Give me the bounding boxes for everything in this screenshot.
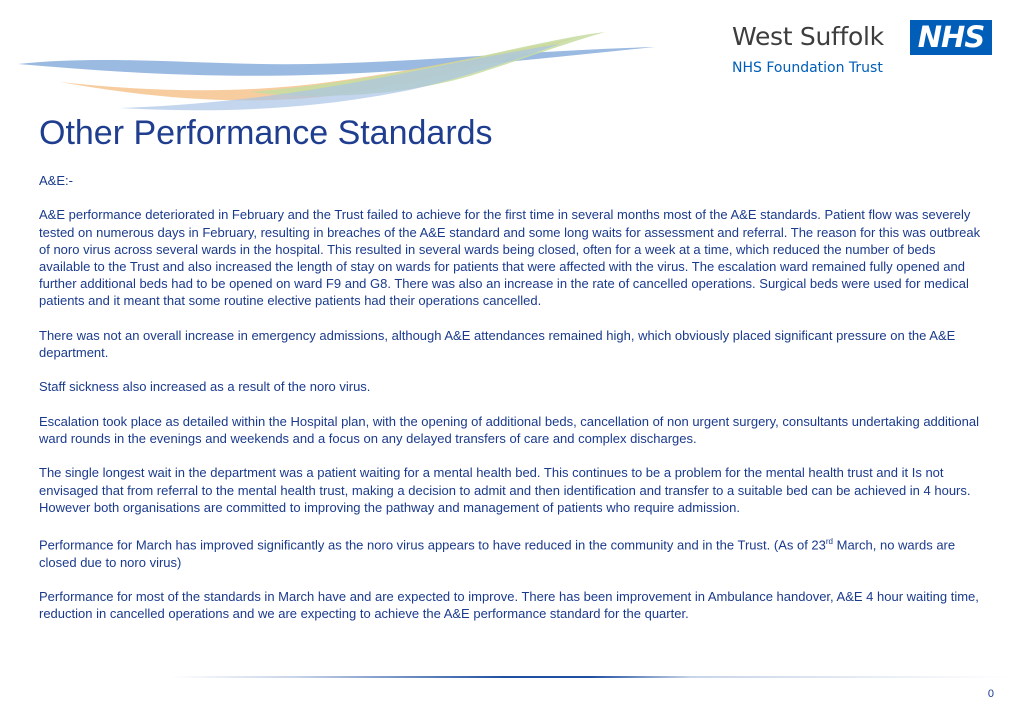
march-text-before: Performance for March has improved significantly as the noro virus appears to have reduced in the community and in the Trust. (As of 23 <box>39 537 826 553</box>
paragraph-closing: Performance for most of the standards in March have and are expected to improve. There has been improvement in Ambulance handover, A&E 4 hour waiting time, reduction in cancelled operations and we are expecting to achieve the A&E performance standard for the quarter. <box>39 589 979 622</box>
footer-divider <box>170 676 1010 678</box>
page-number: 0 <box>987 688 994 700</box>
logo-organisation-name: West Suffolk <box>732 22 884 51</box>
paragraph-escalation: Escalation took place as detailed within the Hospital plan, with the opening of additional beds, cancellation of non urgent surgery, consultants undertaking additional ward rounds in the evenings and weekends and a focus on any delayed transfers of care and complex discharges. <box>39 413 979 446</box>
paragraph-ae-performance: A&E performance deteriorated in February and the Trust failed to achieve for the first time in several months most of the A&E standards. Patient flow was severely tested on numerous days in February, resulting in breaches of the A&E standard and some long waits for assessment and referral. The reason for this was outbreak of noro virus across several wards in the hospital. This resulted in several wards being closed, often for a week at a time, which reduced the number of beds available to the Trust and also increased the length of stay on wards for patients that were affected with the virus. The escalation ward remained fully opened and further additional beds had to be opened on ward F9 and G8. There was also an increase in the rate of cancelled operations. Surgical beds were used for medical patients and it meant that some routine elective patients had their operations cancelled. <box>39 207 981 309</box>
march-superscript: rd <box>825 537 834 547</box>
paragraph-march-performance <box>39 533 984 571</box>
section-label: A&E:- <box>39 173 73 188</box>
swoosh-blue-ribbon <box>18 47 655 76</box>
paragraph-staff-sickness: Staff sickness also increased as a result of the noro virus. <box>39 379 371 395</box>
logo-trust-subtitle: NHS Foundation Trust <box>732 60 883 76</box>
nhs-logo-mark: NHS <box>910 20 992 55</box>
slide-title: Other Performance Standards <box>39 114 493 152</box>
slide-body <box>39 172 984 640</box>
decorative-swoosh-graphic <box>0 0 700 125</box>
paragraph-emergency-admissions: There was not an overall increase in emergency admissions, although A&E attendances remained high, which obviously placed significant pressure on the A&E department. <box>39 327 956 360</box>
west-suffolk-nhs-logo <box>732 20 994 80</box>
march-text-after: March, no wards are closed due to noro virus) <box>39 537 956 570</box>
paragraph-longest-wait: The single longest wait in the department was a patient waiting for a mental health bed. This continues to be a problem for the mental health trust and it Is not envisaged that from referral to the mental health trust, making a decision to admit and then identification and transfer to a suitable bed can be achieved in 4 hours. However both organisations are committed to improving the pathway and management of patients who require admission. <box>39 465 971 515</box>
